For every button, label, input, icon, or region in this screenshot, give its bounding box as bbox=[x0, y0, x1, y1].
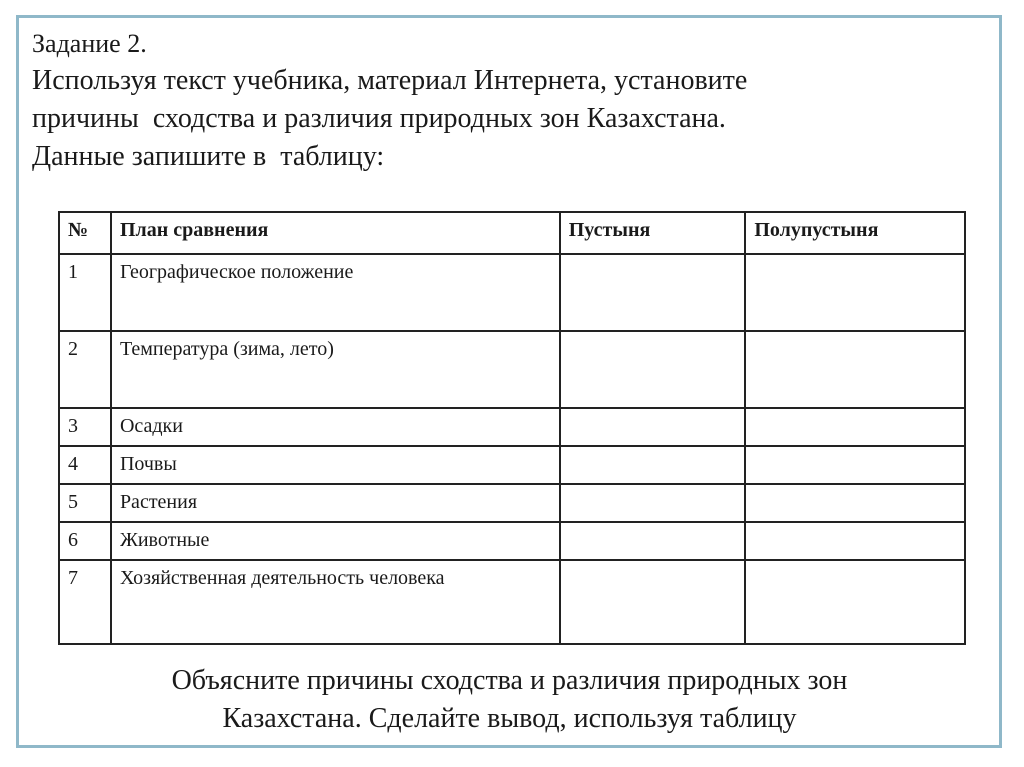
table-row bbox=[59, 522, 965, 560]
semidesert-cell[interactable] bbox=[745, 446, 965, 484]
row-plan: Животные bbox=[111, 522, 560, 560]
semidesert-cell[interactable] bbox=[745, 522, 965, 560]
row-number: 4 bbox=[59, 446, 111, 484]
task-label: Задание 2. bbox=[32, 29, 147, 58]
row-plan: Почвы bbox=[111, 446, 560, 484]
row-number: 2 bbox=[59, 331, 111, 408]
comparison-table bbox=[58, 211, 966, 645]
instruction-line: Используя текст учебника, материал Интернета, установите bbox=[32, 65, 748, 96]
row-number: 6 bbox=[59, 522, 111, 560]
table-row bbox=[59, 484, 965, 522]
task-instruction bbox=[32, 62, 952, 176]
table-row bbox=[59, 408, 965, 446]
table-row bbox=[59, 331, 965, 408]
desert-cell[interactable] bbox=[560, 560, 746, 644]
header-desert: Пустыня bbox=[560, 212, 746, 254]
row-number: 1 bbox=[59, 254, 111, 331]
semidesert-cell[interactable] bbox=[745, 560, 965, 644]
table-row bbox=[59, 446, 965, 484]
semidesert-cell[interactable] bbox=[745, 331, 965, 408]
row-number: 7 bbox=[59, 560, 111, 644]
desert-cell[interactable] bbox=[560, 408, 746, 446]
conclusion-line: Казахстана. Сделайте вывод, используя таблицу bbox=[222, 703, 797, 734]
row-plan: Растения bbox=[111, 484, 560, 522]
header-semidesert: Полупустыня bbox=[745, 212, 965, 254]
desert-cell[interactable] bbox=[560, 484, 746, 522]
row-plan: Хозяйственная деятельность человека bbox=[111, 560, 560, 644]
table-row bbox=[59, 560, 965, 644]
header-plan: План сравнения bbox=[111, 212, 560, 254]
table-row bbox=[59, 254, 965, 331]
row-number: 3 bbox=[59, 408, 111, 446]
header-number: № bbox=[59, 212, 111, 254]
row-plan: Осадки bbox=[111, 408, 560, 446]
desert-cell[interactable] bbox=[560, 254, 746, 331]
conclusion-line: Объясните причины сходства и различия природных зон bbox=[171, 665, 848, 696]
row-plan: Географическое положение bbox=[111, 254, 560, 331]
desert-cell[interactable] bbox=[560, 331, 746, 408]
semidesert-cell[interactable] bbox=[745, 254, 965, 331]
semidesert-cell[interactable] bbox=[745, 408, 965, 446]
semidesert-cell[interactable] bbox=[745, 484, 965, 522]
row-number: 5 bbox=[59, 484, 111, 522]
table-header-row bbox=[59, 212, 965, 254]
desert-cell[interactable] bbox=[560, 446, 746, 484]
instruction-line: причины сходства и различия природных зон Казахстана. bbox=[32, 103, 726, 134]
row-plan: Температура (зима, лето) bbox=[111, 331, 560, 408]
desert-cell[interactable] bbox=[560, 522, 746, 560]
conclusion-text bbox=[32, 662, 987, 738]
instruction-line: Данные запишите в таблицу: bbox=[32, 141, 385, 172]
